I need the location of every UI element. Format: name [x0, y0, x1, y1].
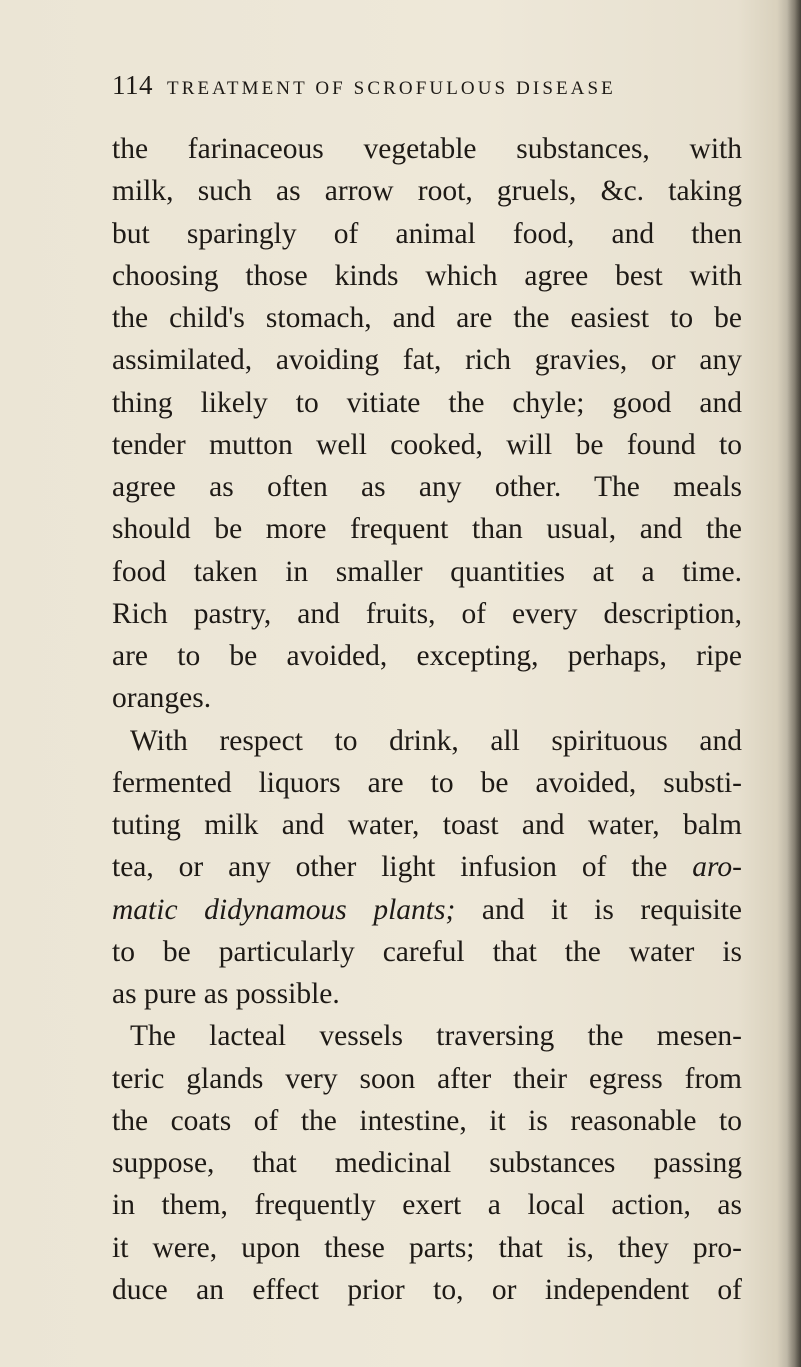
- running-head: [112, 70, 732, 102]
- text-line-with-italic: [112, 846, 742, 888]
- text-segment: and it is requisite: [481, 893, 743, 926]
- text-line: milk, such as arrow root, gruels, &c. taking: [112, 175, 742, 208]
- text-line: duce an effect prior to, or independent of: [112, 1273, 742, 1306]
- body-text: [112, 128, 742, 1311]
- text-line: The lacteal vessels traversing the mesen-: [130, 1020, 742, 1053]
- text-line: in them, frequently exert a local action, as: [112, 1189, 742, 1222]
- text-line: it were, upon these parts; that is, they pro-: [112, 1231, 742, 1264]
- text-line: the coats of the intestine, it is reasonable to: [112, 1104, 742, 1137]
- page-edge-shadow: [787, 0, 801, 1367]
- text-line: teric glands very soon after their egress from: [112, 1062, 742, 1095]
- text-line: thing likely to vitiate the chyle; good and: [112, 386, 742, 419]
- text-line: assimilated, avoiding fat, rich gravies, or any: [112, 344, 742, 377]
- page-number: 114: [112, 70, 153, 100]
- text-line: but sparingly of animal food, and then: [112, 217, 742, 250]
- text-line: choosing those kinds which agree best with: [112, 259, 742, 292]
- text-line: tender mutton well cooked, will be found to: [112, 428, 742, 461]
- text-line: the farinaceous vegetable substances, with: [112, 133, 742, 165]
- text-line: the child's stomach, and are the easiest to be: [112, 302, 742, 334]
- text-segment: tea, or any other light infusion of the: [112, 851, 668, 884]
- text-line: should be more frequent than usual, and the: [112, 513, 742, 546]
- italic-term: aro-: [692, 851, 743, 884]
- text-line: to be particularly careful that the water is: [112, 935, 742, 968]
- running-head-title: TREATMENT OF SCROFULOUS DISEASE: [167, 78, 616, 99]
- text-line: oranges.: [112, 682, 212, 715]
- text-line-with-italic: [112, 889, 742, 931]
- text-line: are to be avoided, excepting, perhaps, ripe: [112, 640, 742, 672]
- text-line: fermented liquors are to be avoided, substi-: [112, 766, 742, 799]
- italic-term: matic didynamous plants;: [112, 893, 456, 926]
- text-line: as pure as possible.: [112, 978, 340, 1010]
- text-line: With respect to drink, all spirituous and: [130, 724, 742, 757]
- text-line: agree as often as any other. The meals: [112, 471, 742, 503]
- text-line: tuting milk and water, toast and water, balm: [112, 809, 742, 841]
- text-line: suppose, that medicinal substances passing: [112, 1147, 742, 1179]
- text-line: food taken in smaller quantities at a time.: [112, 555, 742, 588]
- text-line: Rich pastry, and fruits, of every description,: [112, 597, 742, 630]
